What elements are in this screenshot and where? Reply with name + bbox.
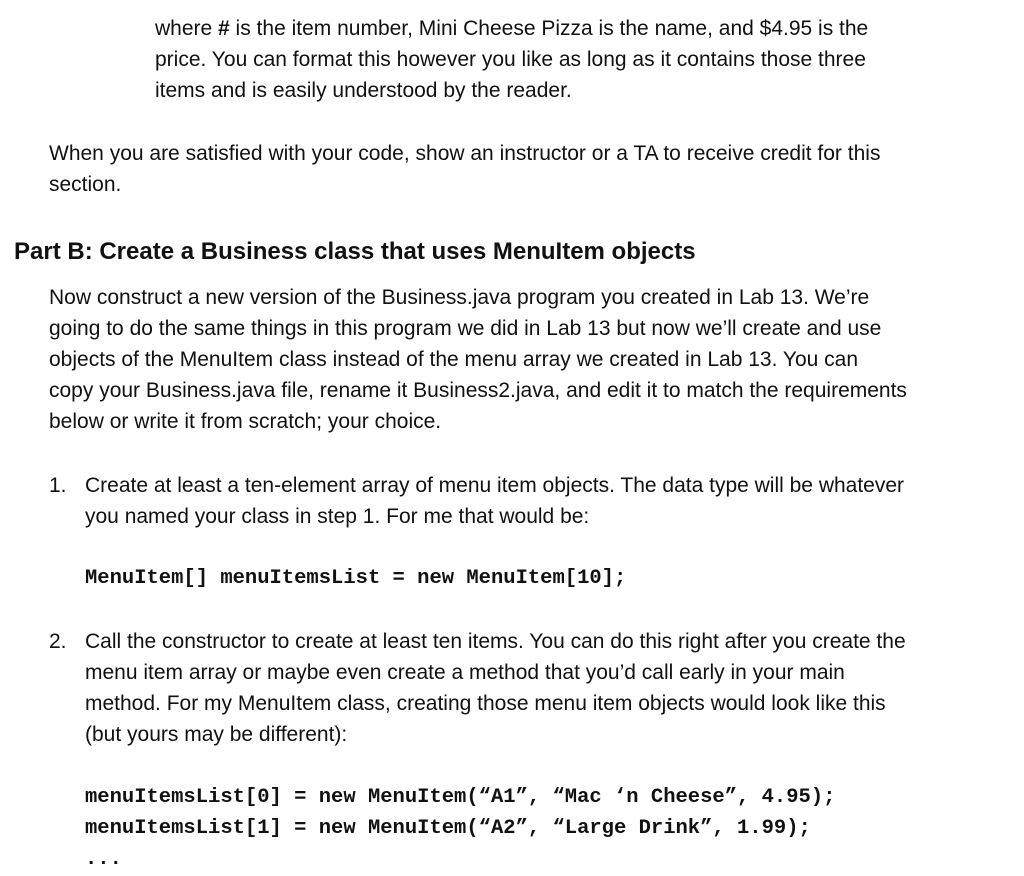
- part-b-line: Now construct a new version of the Business.java program you created in Lab 13. We’re: [49, 286, 870, 309]
- step-2-text: [85, 626, 906, 750]
- intro-line-3: items and is easily understood by the reader.: [155, 79, 572, 102]
- intro-paragraph: [155, 13, 868, 106]
- step-1-text: [85, 470, 904, 532]
- part-b-line: copy your Business.java file, rename it Business2.java, and edit it to match the requirements: [49, 379, 907, 402]
- code-line: menuItemsList[0] = new MenuItem(“A1”, “Mac ‘n Cheese”, 4.95);: [85, 786, 836, 809]
- step-1-number: 1.: [49, 474, 67, 497]
- step-1-code-block: [85, 563, 626, 594]
- code-line: MenuItem[] menuItemsList = new MenuItem[10];: [85, 567, 627, 590]
- step-2-line: method. For my MenuItem class, creating those menu item objects would look like this: [85, 692, 886, 715]
- step-2-line: (but yours may be different):: [85, 723, 348, 746]
- intro-line-1: where # is the item number, Mini Cheese Pizza is the name, and $4.95 is the: [155, 17, 869, 40]
- code-ellipsis: ...: [85, 848, 122, 871]
- hash-symbol: #: [218, 17, 230, 40]
- part-b-heading: Part B: Create a Business class that uses MenuItem objects: [14, 238, 696, 265]
- step-1-line: you named your class in step 1. For me that would be:: [85, 505, 590, 528]
- step-2-number: 2.: [49, 630, 67, 653]
- intro-line-2: price. You can format this however you like as long as it contains those three: [155, 48, 866, 71]
- step-2-line: Call the constructor to create at least ten items. You can do this right after you create the: [85, 630, 906, 653]
- step-1-line: Create at least a ten-element array of menu item objects. The data type will be whatever: [85, 474, 905, 497]
- step-2-line: menu item array or maybe even create a method that you’d call early in your main: [85, 661, 845, 684]
- code-line: menuItemsList[1] = new MenuItem(“A2”, “Large Drink”, 1.99);: [85, 817, 811, 840]
- part-b-line: objects of the MenuItem class instead of the menu array we created in Lab 13. You can: [49, 348, 858, 371]
- part-b-line: going to do the same things in this program we did in Lab 13 but now we’ll create and use: [49, 317, 882, 340]
- part-b-line: below or write it from scratch; your choice.: [49, 410, 442, 433]
- credit-note-line-1: When you are satisfied with your code, show an instructor or a TA to receive credit for this: [49, 142, 881, 165]
- step-2-code-block: [85, 782, 835, 875]
- credit-note-line-2: section.: [49, 173, 122, 196]
- part-b-paragraph: [49, 282, 907, 437]
- credit-note-paragraph: [49, 138, 880, 200]
